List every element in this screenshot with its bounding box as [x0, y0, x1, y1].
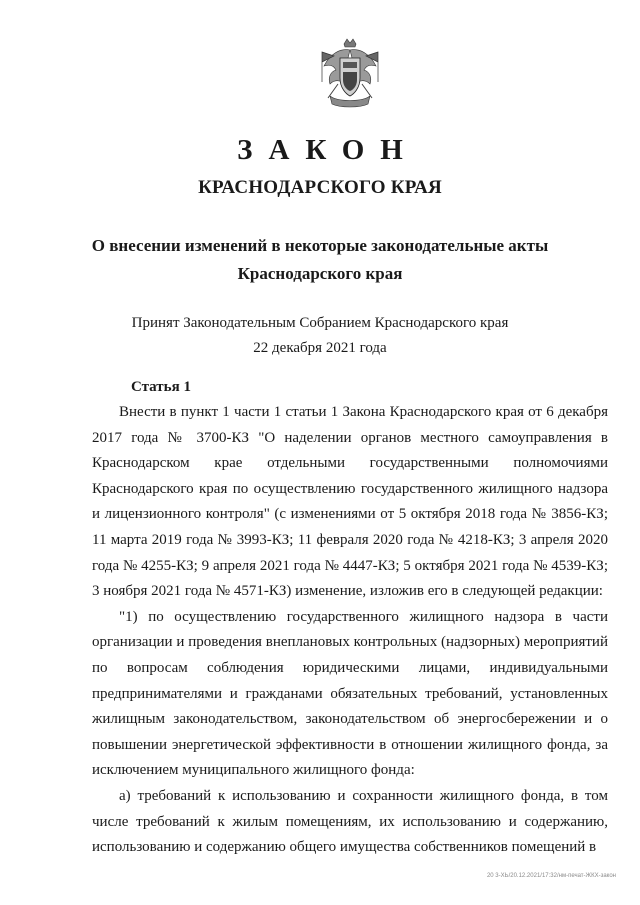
subject-line-2: Краснодарского края	[237, 264, 403, 283]
article-heading: Статья 1	[131, 379, 191, 395]
document-subject	[60, 232, 580, 288]
article-body	[92, 400, 608, 861]
coat-of-arms-icon	[316, 38, 384, 110]
adoption-date: 22 декабря 2021 года	[253, 340, 387, 356]
article-paragraph: а) требований к использованию и сохранности жилищного фонда, в том числе требований к жилым помещениям, их использованию и содержанию, использованию и содержанию общего имущества собственников помещений в	[92, 787, 608, 856]
footer-code: 20 3-ХЬ/20.12.2021/17:32/нм-печат-ЖКХ-закон	[486, 873, 616, 879]
adoption-info	[40, 311, 600, 361]
region-title: КРАСНОДАРСКОГО КРАЯ	[198, 177, 442, 198]
subject-line-1: О внесении изменений в некоторые законодательные акты	[91, 236, 549, 255]
law-title: ЗАКОН	[237, 134, 419, 166]
adoption-line-1: Принят Законодательным Собранием Краснодарского края	[131, 315, 509, 331]
article-paragraph: Внести в пункт 1 части 1 статьи 1 Закона Краснодарского края от 6 декабря 2017 года № 3700-КЗ "О наделении органов местного самоуправления в Краснодарском крае отдельными государственными полномочиями Краснодарского края по осуществлению государственного жилищного надзора и лицензионного контроля" (с изменениями от 5 октября 2018 года № 3856-КЗ; 11 марта 2019 года № 3993-КЗ; 11 февраля 2020 года № 4218-КЗ; 3 апреля 2020 года № 4255-КЗ; 9 апреля 2021 года № 4447-КЗ; 5 октября 2021 года № 4539-КЗ; 3 ноября 2021 года № 4571-КЗ) изменение, изложив его в следующей редакции:	[92, 404, 608, 600]
article-paragraph: "1) по осуществлению государственного жилищного надзора в части организации и проведения внеплановых контрольных (надзорных) мероприятий по вопросам соблюдения юридическими лицами, индивидуальными предпринимателями и гражданами обязательных требований, установленных жилищным законодательством, законодательством об энергосбережении и о повышении энергетической эффективности в отношении жилищного фонда, за исключением муниципального жилищного фонда:	[92, 608, 608, 779]
